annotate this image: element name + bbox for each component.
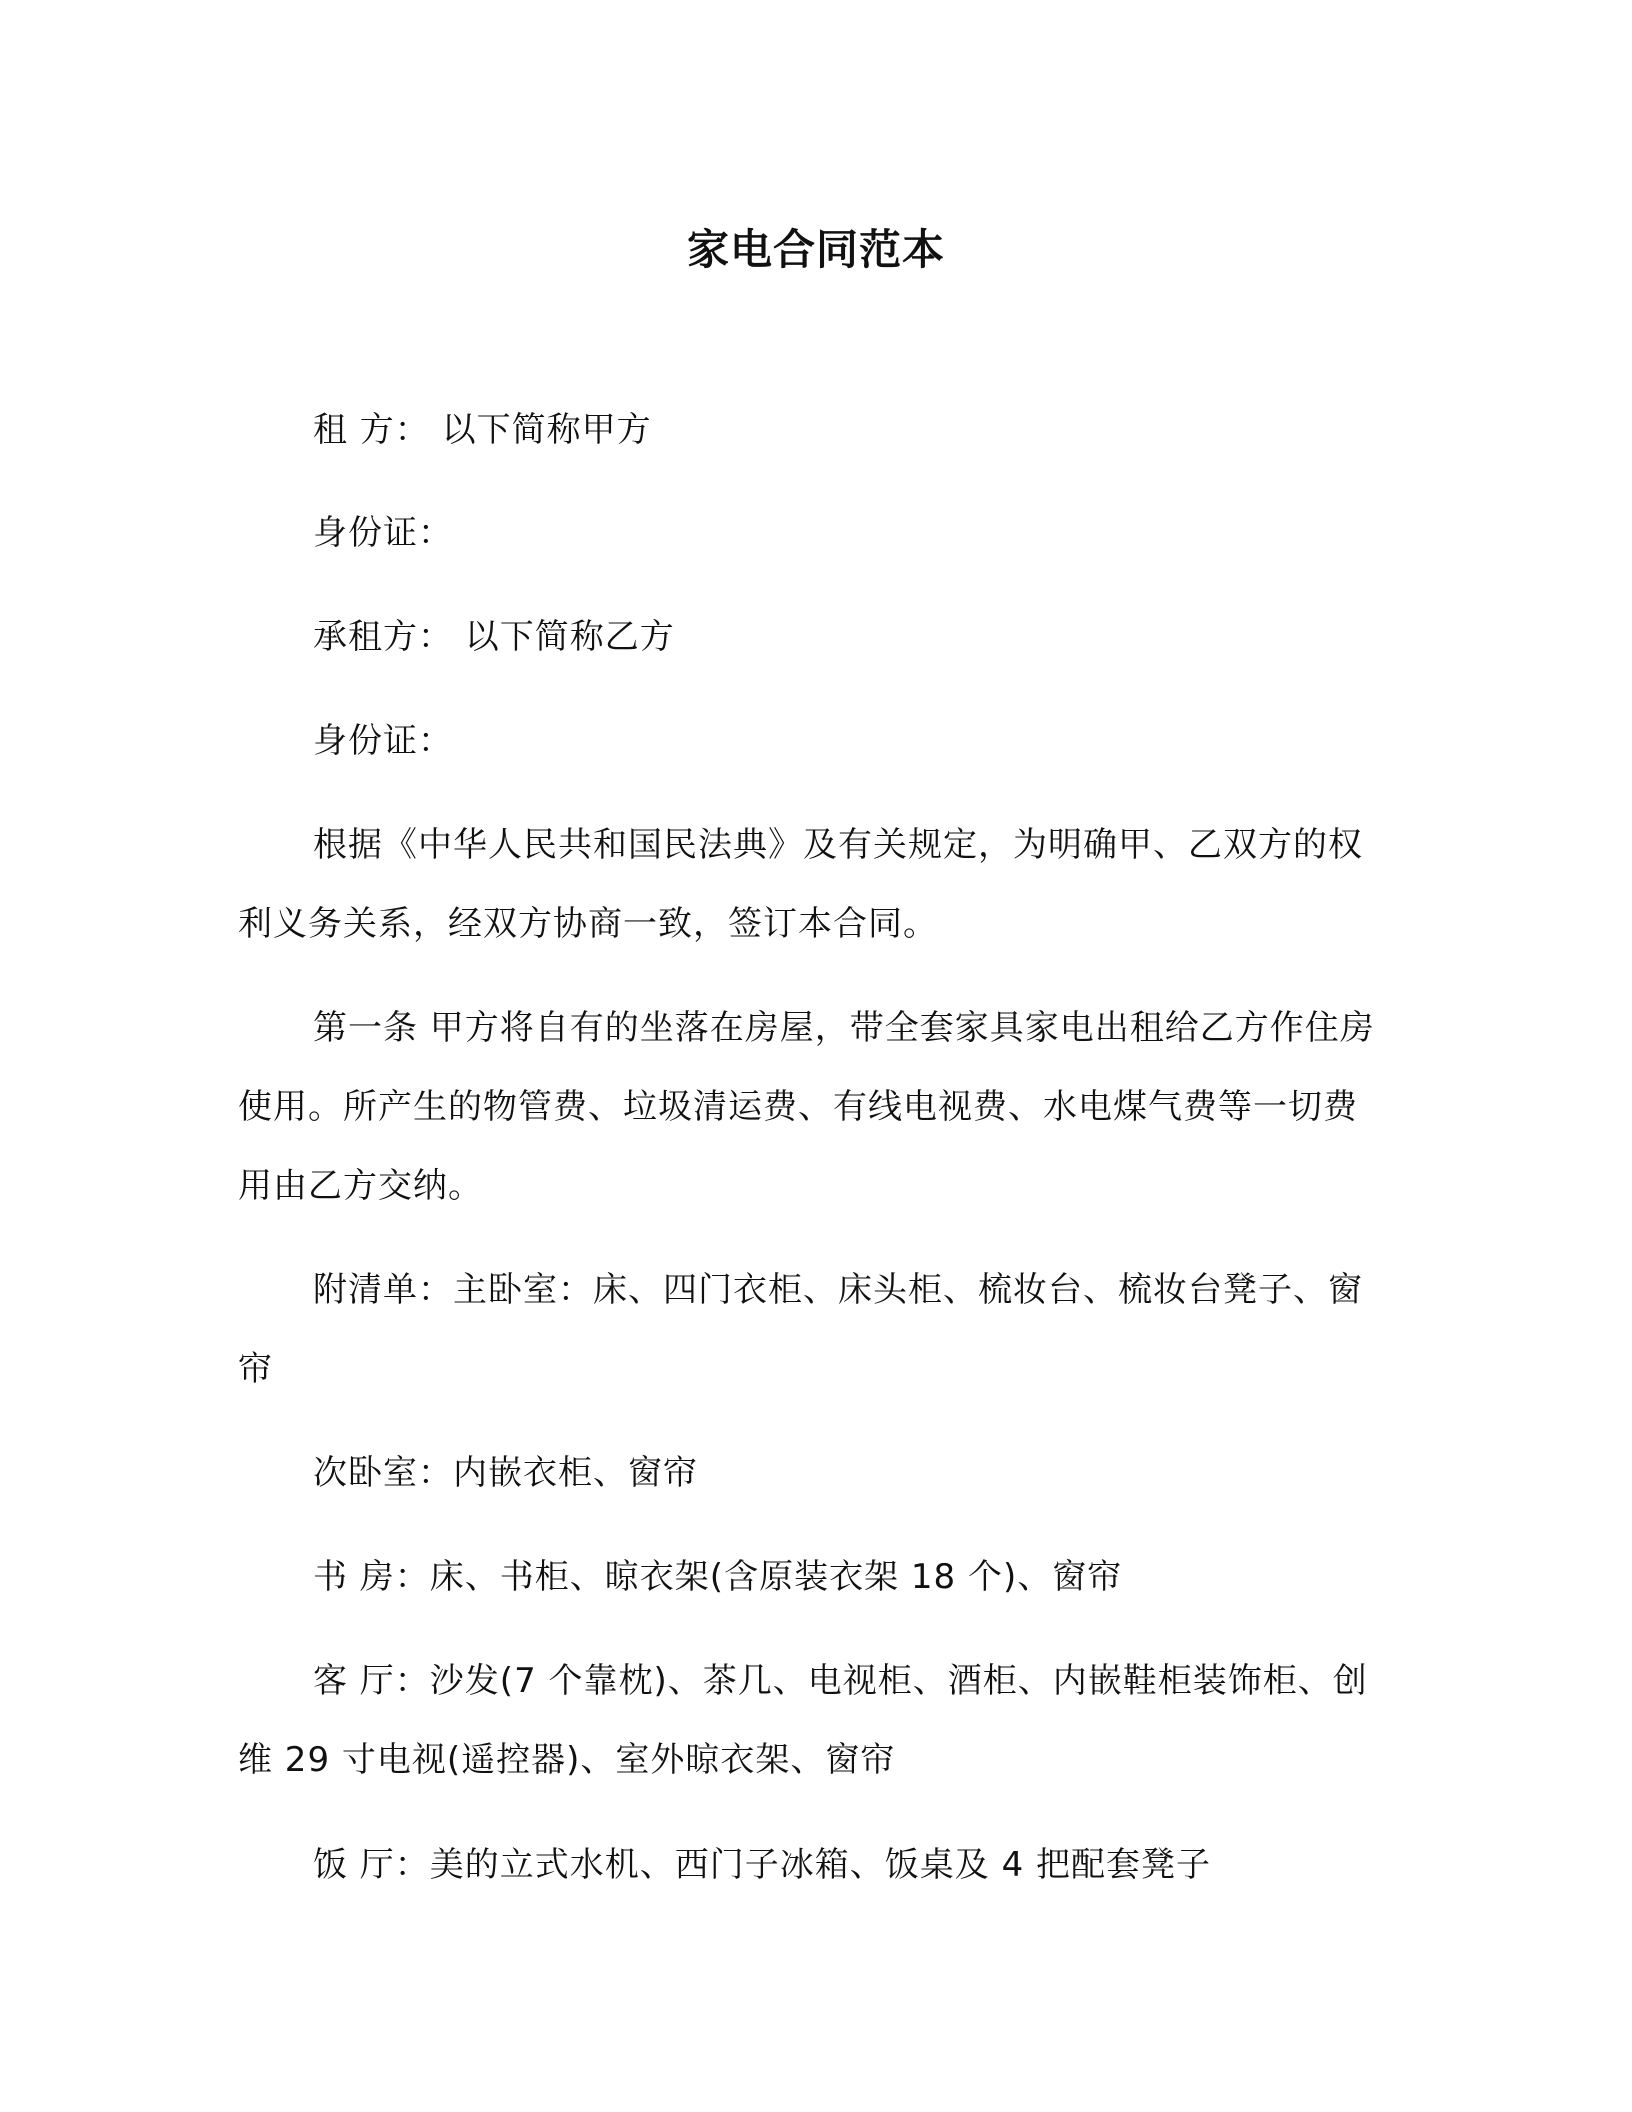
lessee-line: 承租方： 以下简称乙方 [313,617,675,657]
inventory-second-bedroom: 次卧室：内嵌衣柜、窗帘 [313,1453,698,1493]
preamble-paragraph: 根据《中华人民共和国民法典》及有关规定，为明确甲、乙双方的权利义务关系，经双方协商一致，签订本合同。 [238,825,1363,944]
article-1-paragraph: 第一条 甲方将自有的坐落在房屋，带全套家具家电出租给乙方作住房使用。所产生的物管费、垃圾清运费、有线电视费、水电煤气费等一切费用由乙方交纳。 [238,1008,1375,1206]
inventory-master-bedroom: 附清单：主卧室：床、四门衣柜、床头柜、梳妆台、梳妆台凳子、窗帘 [238,1270,1363,1389]
inventory-dining-room: 饭 厅：美的立式水机、西门子冰箱、饭桌及 4 把配套凳子 [313,1845,1212,1885]
lessor-id-line: 身份证： [313,513,453,553]
lessor-line: 租 方： 以下简称甲方 [313,410,652,450]
inventory-living-room: 客 厅：沙发(7 个靠枕)、茶几、电视柜、酒柜、内嵌鞋柜装饰柜、创维 29 寸电视(遥控器)、室外晾衣架、窗帘 [238,1661,1368,1780]
lessee-id-line: 身份证： [313,721,453,761]
document-title: 家电合同范本 [686,225,945,274]
inventory-study: 书 房：床、书柜、晾衣架(含原装衣架 18 个)、窗帘 [313,1557,1123,1597]
